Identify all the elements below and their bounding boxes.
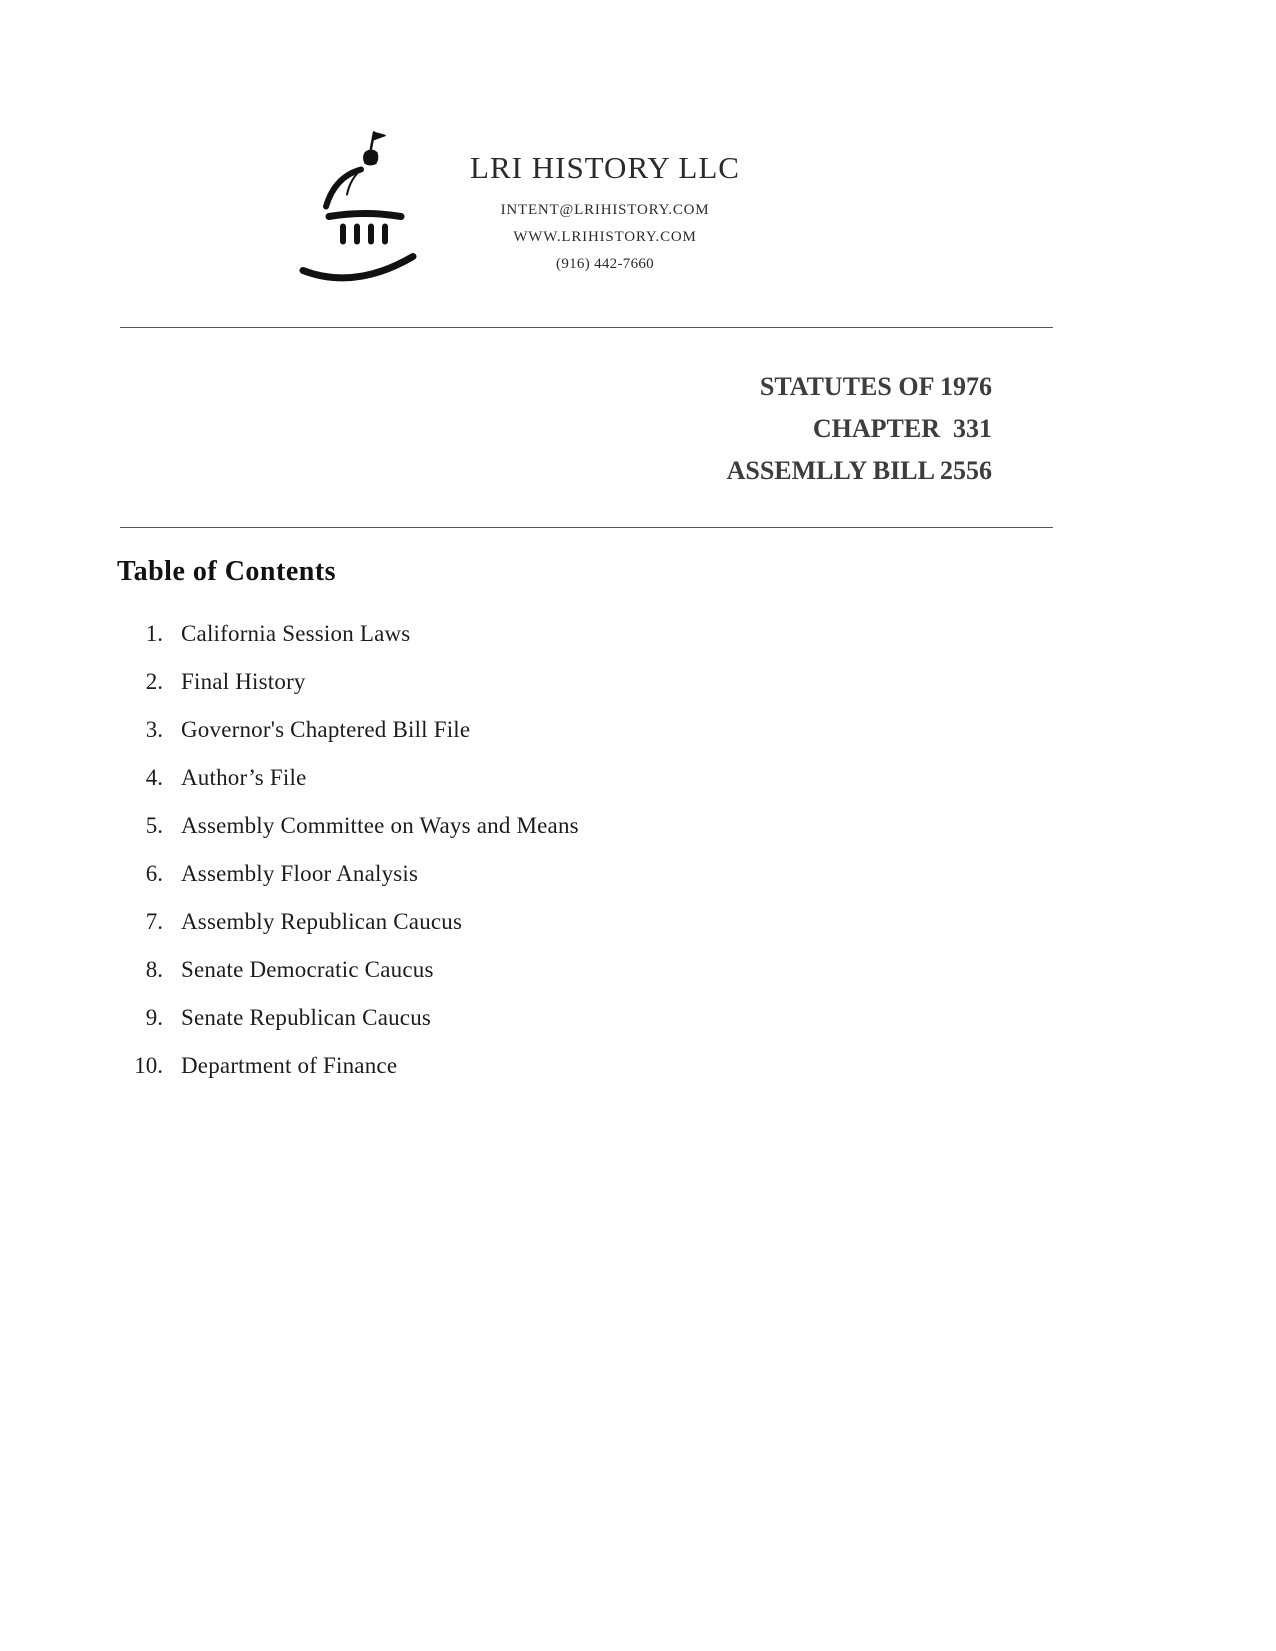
toc-item (117, 670, 579, 694)
toc-item-number: 5. (145, 813, 163, 838)
toc-item-number: 6. (145, 861, 163, 886)
company-name: LRI HISTORY LLC (470, 150, 740, 185)
divider-top (120, 327, 1053, 328)
toc-item (117, 622, 579, 646)
toc-item (117, 1054, 579, 1078)
toc-list (117, 622, 579, 1102)
toc-item (117, 958, 579, 982)
statutes-line-2: CHAPTER 331 (812, 414, 992, 443)
toc-item (117, 718, 579, 742)
toc-item-number: 9. (145, 1005, 163, 1030)
toc-item-number: 7. (145, 909, 163, 934)
toc-item-number: 1. (145, 621, 163, 646)
toc-item-label: Department of Finance (181, 1053, 398, 1078)
toc-item-label: Assembly Republican Caucus (181, 909, 463, 934)
toc-item-label: Assembly Committee on Ways and Means (181, 813, 579, 838)
toc-item (117, 862, 579, 886)
toc-item-number: 2. (145, 669, 163, 694)
toc-item-number: 10. (134, 1053, 163, 1078)
email-text: INTENT@LRIHISTORY.COM (500, 202, 710, 218)
website-text: WWW.LRIHISTORY.COM (513, 229, 697, 245)
toc-item-label: Final History (181, 669, 306, 694)
toc-item (117, 910, 579, 934)
toc-item (117, 814, 579, 838)
toc-item-number: 3. (145, 717, 163, 742)
toc-item-label: Author’s File (181, 765, 307, 790)
letterhead (455, 150, 755, 273)
statutes-title-block (727, 366, 992, 492)
toc-item-label: Senate Republican Caucus (181, 1005, 432, 1030)
toc-item-number: 8. (145, 957, 163, 982)
toc-item (117, 1006, 579, 1030)
statutes-line-1: STATUTES OF 1976 (759, 372, 992, 401)
toc-heading: Table of Contents (117, 556, 337, 587)
toc-item-label: California Session Laws (181, 621, 411, 646)
toc-item-label: Senate Democratic Caucus (181, 957, 434, 982)
toc-item-number: 4. (145, 765, 163, 790)
statutes-line-3: ASSEMLLY BILL 2556 (726, 456, 992, 485)
phone-text: (916) 442-7660 (556, 256, 654, 272)
divider-bottom (120, 527, 1053, 528)
toc-item (117, 766, 579, 790)
toc-item-label: Assembly Floor Analysis (181, 861, 419, 886)
toc-item-label: Governor's Chaptered Bill File (181, 717, 471, 742)
capitol-building-sketch-icon (295, 122, 445, 287)
